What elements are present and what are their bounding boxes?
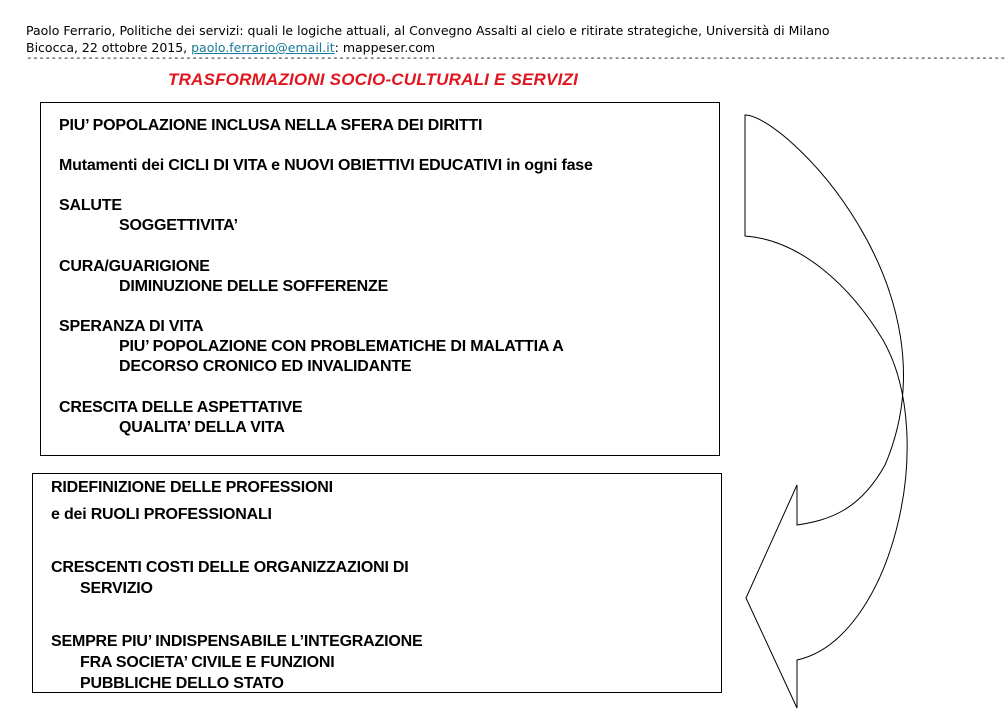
header-line-1: Paolo Ferrario, Politiche dei servizi: quali le logiche attuali, al Convegno Assalti al cielo e ritirate strategiche, Università di Milano (26, 23, 830, 38)
slide-title: TRASFORMAZIONI SOCIO-CULTURALI E SERVIZI (168, 70, 579, 89)
box1-line-chronic-1: PIU’ POPOLAZIONE CON PROBLEMATICHE DI MALATTIA A (119, 338, 564, 355)
box1-line-suffering: DIMINUZIONE DELLE SOFFERENZE (119, 278, 389, 295)
box1-line-life-cycles: Mutamenti dei CICLI DI VITA e NUOVI OBIETTIVI EDUCATIVI in ogni fase (59, 157, 593, 174)
box1-line-life-expectancy: SPERANZA DI VITA (59, 318, 204, 335)
box2-line-costs-2: SERVIZIO (80, 580, 153, 597)
box2-line-roles: e dei RUOLI PROFESSIONALI (51, 506, 272, 523)
box1-line-expectations: CRESCITA DELLE ASPETTATIVE (59, 399, 303, 416)
email-link[interactable]: paolo.ferrario@email.it (191, 40, 335, 55)
box1-line-subjectivity: SOGGETTIVITA’ (119, 217, 238, 234)
box2-line-integration-2: FRA SOCIETA’ CIVILE E FUNZIONI (80, 654, 335, 671)
box1-line-chronic-2: DECORSO CRONICO ED INVALIDANTE (119, 358, 412, 375)
box2-line-integration-1: SEMPRE PIU’ INDISPENSABILE L’INTEGRAZIONE (51, 633, 423, 650)
box1-line-care: CURA/GUARIGIONE (59, 258, 210, 275)
box1-line-rights: PIU’ POPOLAZIONE INCLUSA NELLA SFERA DEI DIRITTI (59, 117, 483, 134)
box2-line-costs-1: CRESCENTI COSTI DELLE ORGANIZZAZIONI DI (51, 559, 409, 576)
box1-line-health: SALUTE (59, 197, 122, 214)
header-site-text: : mappeser.com (334, 40, 436, 55)
header-separator: ---------------------------------------------------------------------------------------------------------------------------------------------------------------- (26, 51, 1006, 64)
box1-line-quality-of-life: QUALITA’ DELLA VITA (119, 419, 285, 436)
box2-line-integration-3: PUBBLICHE DELLO STATO (80, 675, 284, 692)
header-date-text: Bicocca, 22 ottobre 2015, (26, 40, 192, 55)
box2-line-professions: RIDEFINIZIONE DELLE PROFESSIONI (51, 479, 333, 496)
